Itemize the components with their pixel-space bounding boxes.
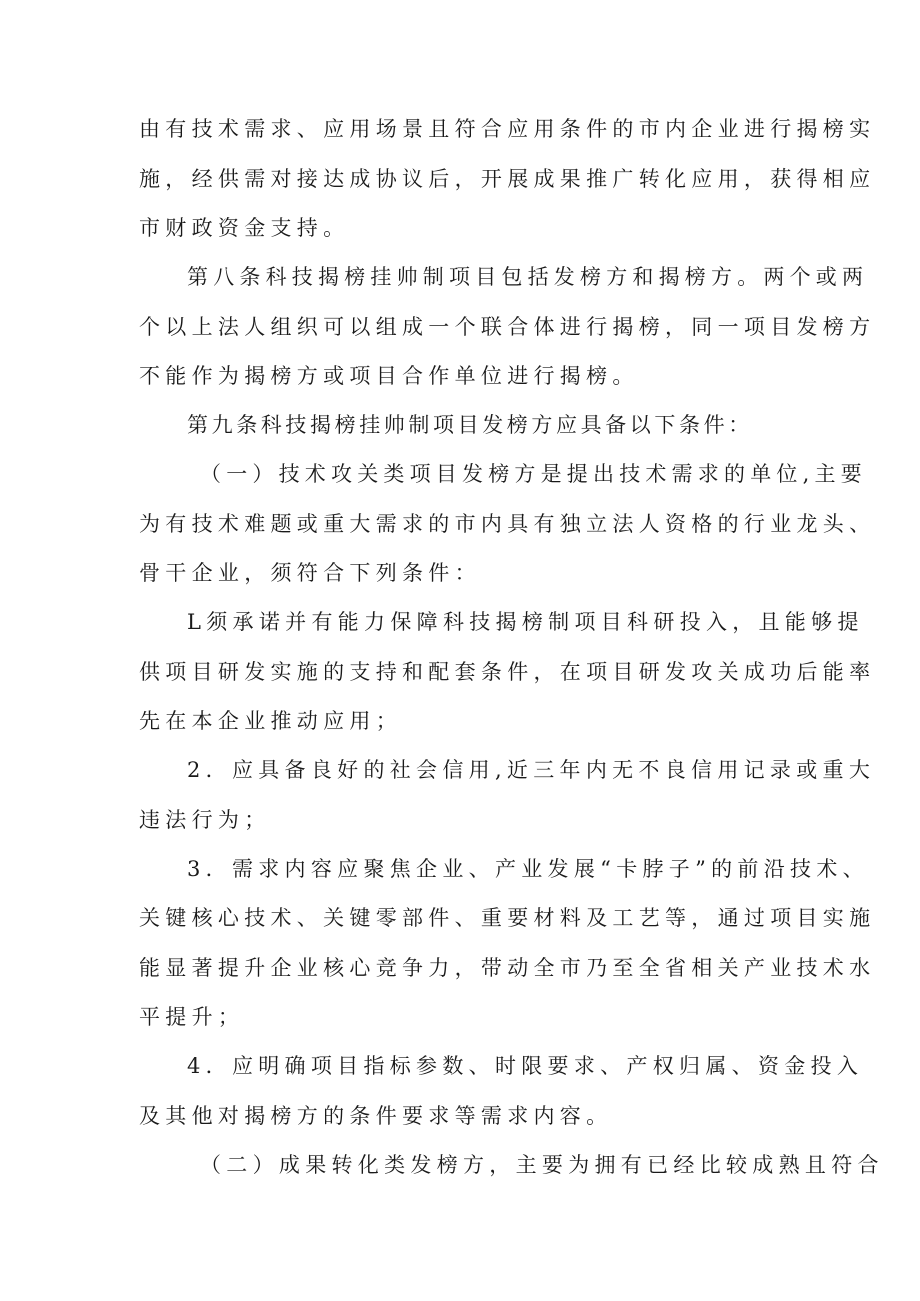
- text-line: 2．应具备良好的社会信用,近三年内无不良信用记录或重大: [187, 758, 876, 782]
- text-line: 违法行为；: [139, 808, 271, 832]
- text-line: 个以上法人组织可以组成一个联合体进行揭榜，同一项目发榜方: [139, 315, 876, 339]
- text-line: 先在本企业推动应用；: [139, 709, 402, 733]
- text-line: 市财政资金支持。: [139, 216, 350, 240]
- text-line: L须承诺并有能力保障科技揭榜制项目科研投入，且能够提: [187, 610, 864, 634]
- text-line: 能显著提升企业核心竞争力，带动全市乃至全省相关产业技术水: [139, 956, 876, 980]
- text-line: 平提升；: [139, 1005, 245, 1029]
- text-line: 关键核心技术、关键零部件、重要材料及工艺等，通过项目实施: [139, 906, 876, 930]
- text-line: 施，经供需对接达成协议后，开展成果推广转化应用，获得相应: [139, 167, 876, 191]
- text-line: 及其他对揭榜方的条件要求等需求内容。: [139, 1104, 613, 1128]
- text-line: （一）技术攻关类项目发榜方是提出技术需求的单位,主要: [200, 462, 867, 486]
- text-line: 骨干企业，须符合下列条件：: [139, 561, 481, 585]
- text-line: 第八条科技揭榜挂帅制项目包括发榜方和揭榜方。两个或两: [187, 265, 869, 289]
- text-line: 不能作为揭榜方或项目合作单位进行揭榜。: [139, 364, 639, 388]
- text-line: 第九条科技揭榜挂帅制项目发榜方应具备以下条件：: [187, 413, 753, 437]
- text-line: （二）成果转化类发榜方，主要为拥有已经比较成熟且符合: [200, 1153, 884, 1177]
- text-line: 4．应明确项目指标参数、时限要求、产权归属、资金投入: [187, 1054, 864, 1078]
- text-line: 为有技术难题或重大需求的市内具有独立法人资格的行业龙头、: [139, 512, 876, 536]
- text-line: 3．需求内容应聚焦企业、产业发展“卡脖子”的前沿技术、: [187, 857, 869, 881]
- text-line: 由有技术需求、应用场景且符合应用条件的市内企业进行揭榜实: [139, 117, 876, 141]
- text-line: 供项目研发实施的支持和配套条件，在项目研发攻关成功后能率: [139, 660, 876, 684]
